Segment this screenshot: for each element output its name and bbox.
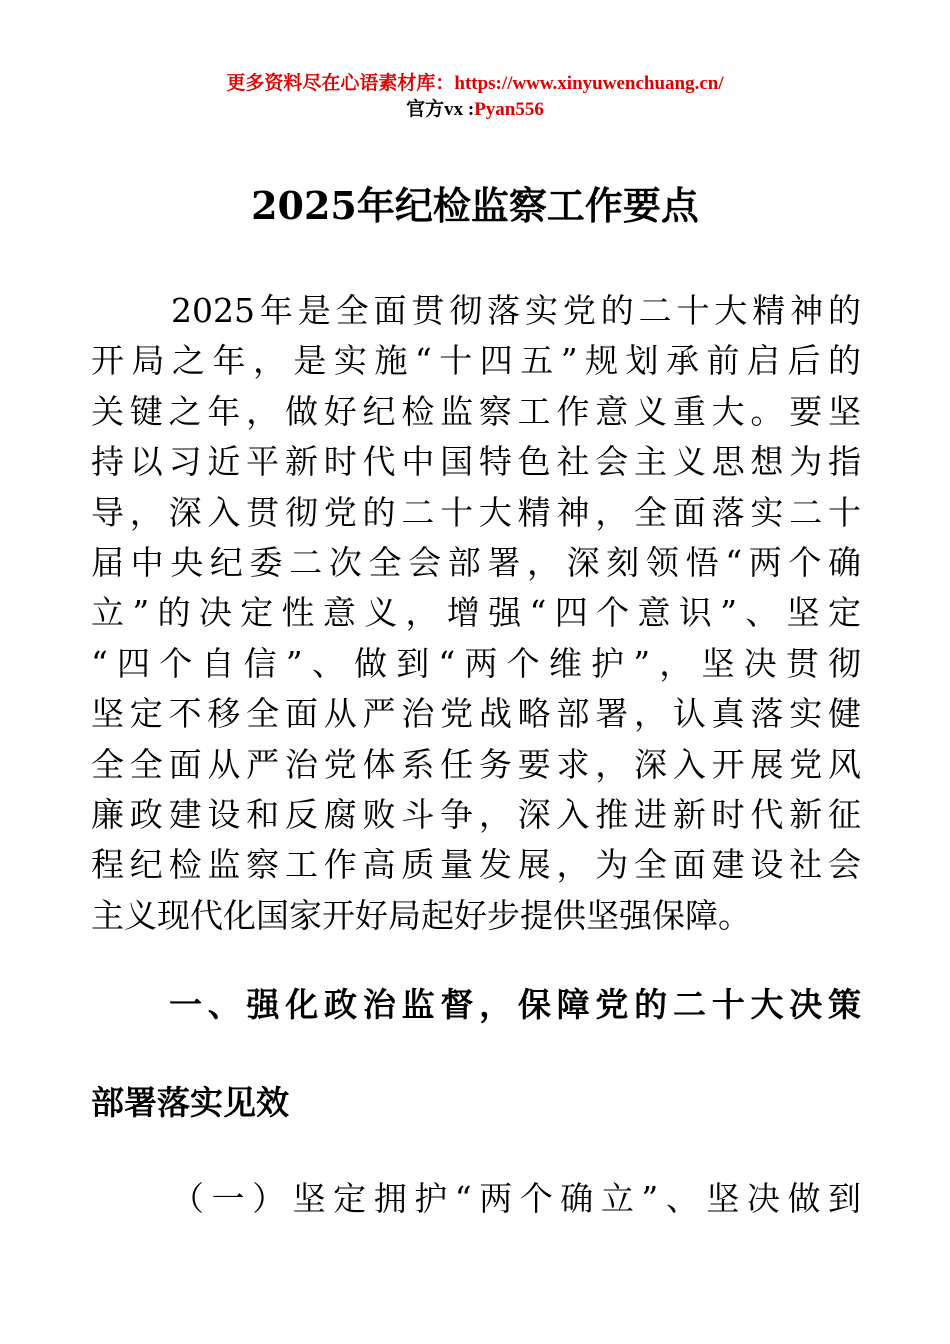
intro-paragraph [91,286,861,941]
document-title: 2025年纪检监察工作要点 [251,183,699,228]
wechat-id: Pyan556 [474,99,544,120]
subsection-line: （一）坚定拥护“两个确立”、坚决做到 [171,1179,861,1218]
intro-line: 持以习近平新时代中国特色社会主义思想为指 [91,442,861,482]
intro-line: 开局之年，是实施“十四五”规划承前启后的 [91,341,861,381]
intro-line: 2025年是全面贯彻落实党的二十大精神的 [171,291,861,330]
intro-line: 廉政建设和反腐败斗争，深入推进新时代新征 [91,794,861,834]
promo-header: 更多资料尽在心语素材库：https://www.xinyuwenchuang.cn/ [226,73,724,94]
section-heading-continued: 部署落实见效 [91,1083,289,1122]
wechat-label: 官方vx : [406,99,475,120]
intro-line: 关键之年，做好纪检监察工作意义重大。要坚 [91,391,861,431]
intro-line: 程纪检监察工作高质量发展，为全面建设社会 [91,845,861,885]
subsection-heading [91,1174,861,1224]
intro-line: 导，深入贯彻党的二十大精神，全面落实二十 [91,492,861,532]
intro-line: 主义现代化国家开好局起好步提供坚强保障。 [91,895,751,935]
section-heading: 一、强化政治监督，保障党的二十大决策 [169,985,861,1024]
intro-line: 届中央纪委二次全会部署，深刻领悟“两个确 [91,542,861,582]
wechat-header [0,98,950,122]
intro-line: “四个自信”、做到“两个维护”，坚决贯彻 [91,643,861,683]
intro-line: 坚定不移全面从严治党战略部署，认真落实健 [91,694,861,734]
intro-line: 立”的决定性意义，增强“四个意识”、坚定 [91,593,861,633]
intro-line: 全全面从严治党体系任务要求，深入开展党风 [91,744,861,784]
